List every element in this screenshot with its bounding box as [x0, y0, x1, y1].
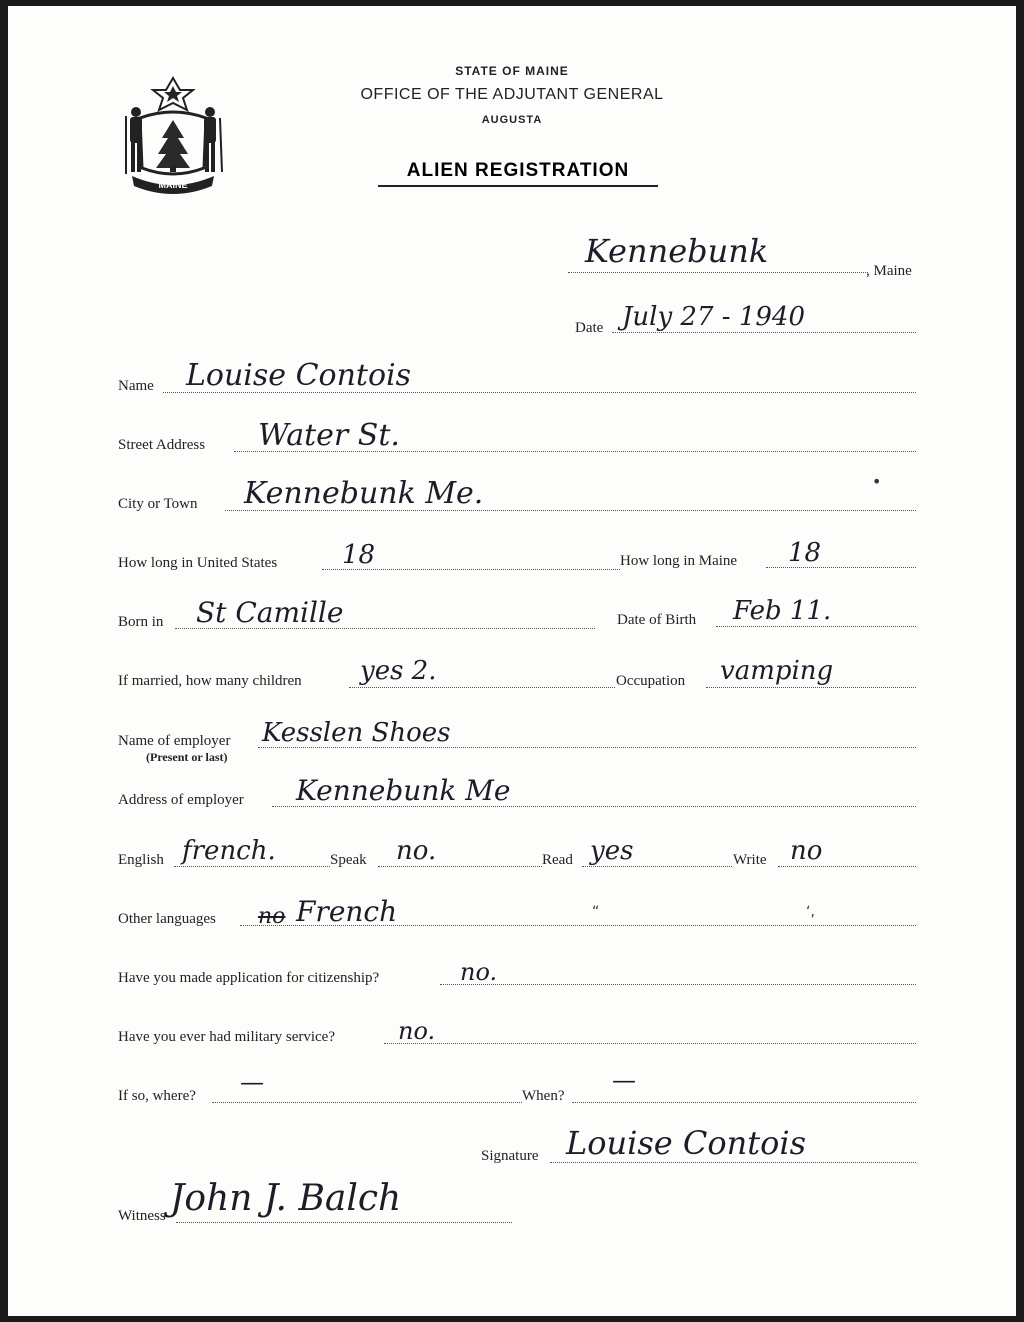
read-field[interactable] — [582, 866, 732, 867]
when-field[interactable] — [572, 1102, 916, 1103]
street-address-label: Street Address — [118, 437, 206, 453]
born-in-label: Born in — [118, 614, 164, 630]
city-heading: AUGUSTA — [481, 114, 543, 126]
write-value: no — [790, 836, 823, 866]
english-value: french. — [182, 836, 276, 866]
stray-dot: • — [872, 472, 882, 491]
married-children-label: If married, how many children — [118, 673, 302, 689]
signature-field[interactable] — [550, 1162, 916, 1163]
city-value: Kennebunk Me. — [244, 476, 484, 511]
employer-address-label: Address of employer — [118, 792, 244, 808]
military-service-label: Have you ever had military service? — [118, 1029, 335, 1045]
born-in-value: St Camille — [196, 596, 344, 629]
how-long-us-label: How long in United States — [118, 555, 278, 571]
how-long-maine-label: How long in Maine — [620, 553, 738, 569]
speak-value: no. — [396, 836, 437, 866]
city-label: City or Town — [118, 496, 198, 512]
citizenship-value: no. — [460, 958, 498, 986]
other-languages-value: French — [296, 895, 398, 928]
occupation-value: vamping — [720, 656, 834, 686]
town-value: Kennebunk — [585, 232, 769, 270]
when-value: — — [612, 1066, 636, 1094]
town-field[interactable] — [568, 272, 868, 273]
date-value: July 27 - 1940 — [622, 302, 806, 332]
date-of-birth-field[interactable] — [716, 626, 916, 627]
witness-label: Witness — [118, 1208, 166, 1224]
signature-label: Signature — [481, 1148, 539, 1164]
signature-value: Louise Contois — [566, 1124, 807, 1162]
seal-maine-banner: MAINE — [158, 180, 188, 190]
where-value: — — [240, 1068, 264, 1096]
employer-sublabel: (Present or last) — [146, 750, 228, 764]
date-of-birth-label: Date of Birth — [617, 612, 697, 628]
write-field[interactable] — [778, 866, 916, 867]
military-service-field[interactable] — [384, 1043, 916, 1044]
employer-address-value: Kennebunk Me — [296, 774, 511, 807]
occupation-label: Occupation — [616, 673, 686, 689]
when-label: When? — [522, 1088, 565, 1104]
citizenship-field[interactable] — [440, 984, 916, 985]
occupation-field[interactable] — [706, 687, 916, 688]
english-field[interactable] — [174, 866, 330, 867]
read-label: Read — [542, 852, 573, 868]
form-sheet — [8, 6, 1016, 1316]
street-address-value: Water St. — [258, 418, 400, 453]
other-languages-label: Other languages — [118, 911, 216, 927]
employer-value: Kesslen Shoes — [262, 718, 451, 748]
name-value: Louise Contois — [186, 358, 412, 393]
where-label: If so, where? — [118, 1088, 196, 1104]
office-heading: OFFICE OF THE ADJUTANT GENERAL — [360, 86, 664, 103]
how-long-maine-value: 18 — [788, 538, 822, 568]
read-value: yes — [590, 836, 634, 866]
name-label: Name — [118, 378, 154, 394]
date-label: Date — [575, 320, 604, 336]
citizenship-label: Have you made application for citizenship? — [118, 970, 380, 986]
ditto-mark-2: ‘, — [806, 904, 815, 920]
married-children-field[interactable] — [349, 687, 615, 688]
married-children-value: yes 2. — [360, 656, 437, 686]
where-field[interactable] — [212, 1102, 522, 1103]
maine-label: , Maine — [866, 263, 912, 279]
military-service-value: no. — [398, 1017, 436, 1045]
form-title: ALIEN REGISTRATION — [378, 160, 658, 187]
state-heading: STATE OF MAINE — [455, 64, 569, 78]
english-label: English — [118, 852, 164, 868]
employer-label: Name of employer — [118, 733, 231, 749]
speak-label: Speak — [330, 852, 367, 868]
ditto-mark-1: “ — [592, 904, 600, 920]
witness-field[interactable] — [176, 1222, 512, 1223]
date-of-birth-value: Feb 11. — [733, 596, 832, 626]
witness-value: John J. Balch — [170, 1178, 402, 1219]
other-languages-struck: no — [258, 904, 286, 929]
write-label: Write — [733, 852, 767, 868]
how-long-us-value: 18 — [342, 540, 376, 570]
speak-field[interactable] — [378, 866, 542, 867]
date-field[interactable] — [612, 332, 916, 333]
